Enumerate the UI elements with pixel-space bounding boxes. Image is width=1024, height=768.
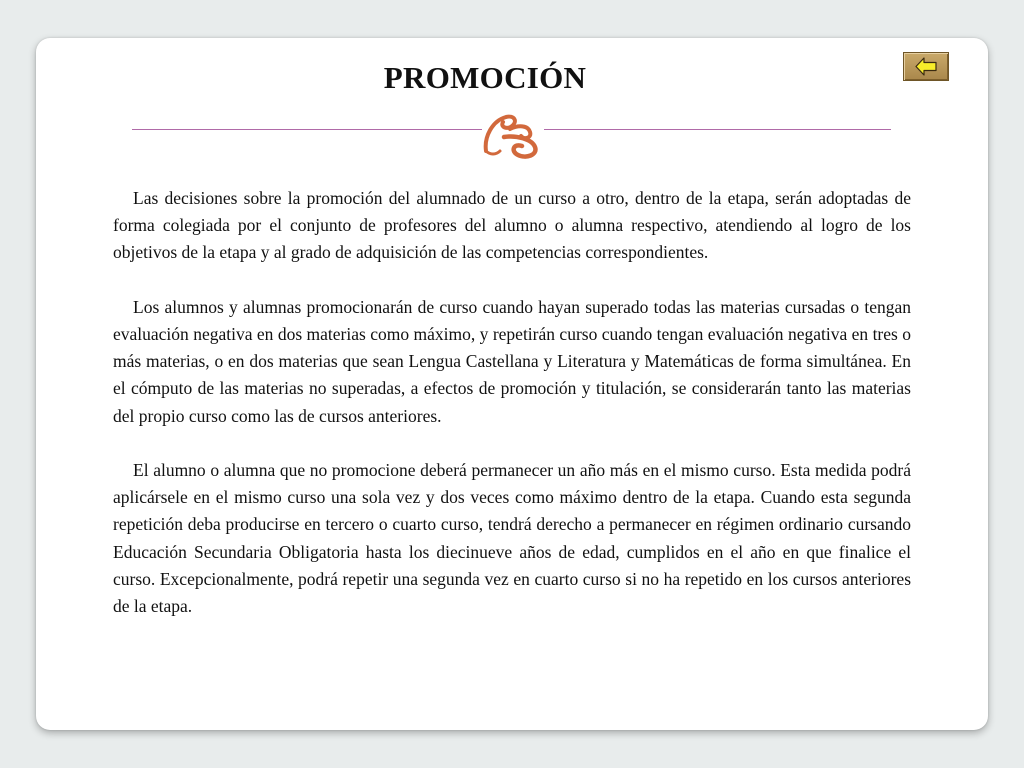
left-arrow-icon	[915, 57, 937, 76]
page-title: PROMOCIÓN	[383, 60, 587, 95]
title-divider-left	[132, 129, 482, 130]
paragraph-repetition-rules: El alumno o alumna que no promocione deberá permanecer un año más en el mismo curso. Esta medida podrá aplicársele en el mismo curso una sola vez y dos veces como máximo dentro de la etapa. Cuando esta segunda repetición deba producirse en tercero o cuarto curso, tendrá derecho a permanecer en régimen ordinario cursando Educación Secundaria Obligatoria hasta los diecinueve años de edad, cumplidos en el año en que finalice el curso. Excepcionalmente, podrá repetir una segunda vez en cuarto curso si no ha repetido en los cursos anteriores de la etapa.	[113, 460, 911, 617]
paragraph-promotion-criteria: Los alumnos y alumnas promocionarán de curso cuando hayan superado todas las materias cursadas o tengan evaluación negativa en dos materias como máximo, y repetirán curso cuando tengan evaluación negativa en tres o más materias, o en dos materias que sean Lengua Castellana y Literatura y Matemáticas de forma simultánea. En el cómputo de las materias no superadas, a efectos de promoción y titulación, se considerarán tanto las materias del propio curso como las de cursos anteriores.	[113, 296, 911, 426]
back-button[interactable]	[903, 52, 949, 81]
title-divider-right	[544, 129, 891, 130]
content-body	[113, 185, 911, 620]
swirl-ornament-icon	[480, 107, 544, 161]
paragraph-promotion-decisions: Las decisiones sobre la promoción del alumnado de un curso a otro, dentro de la etapa, serán adoptadas de forma colegiada por el conjunto de profesores del alumno o alumna respectivo, atendiendo al logro de los objetivos de la etapa y al grado de adquisición de las competencias correspondientes.	[113, 188, 911, 263]
